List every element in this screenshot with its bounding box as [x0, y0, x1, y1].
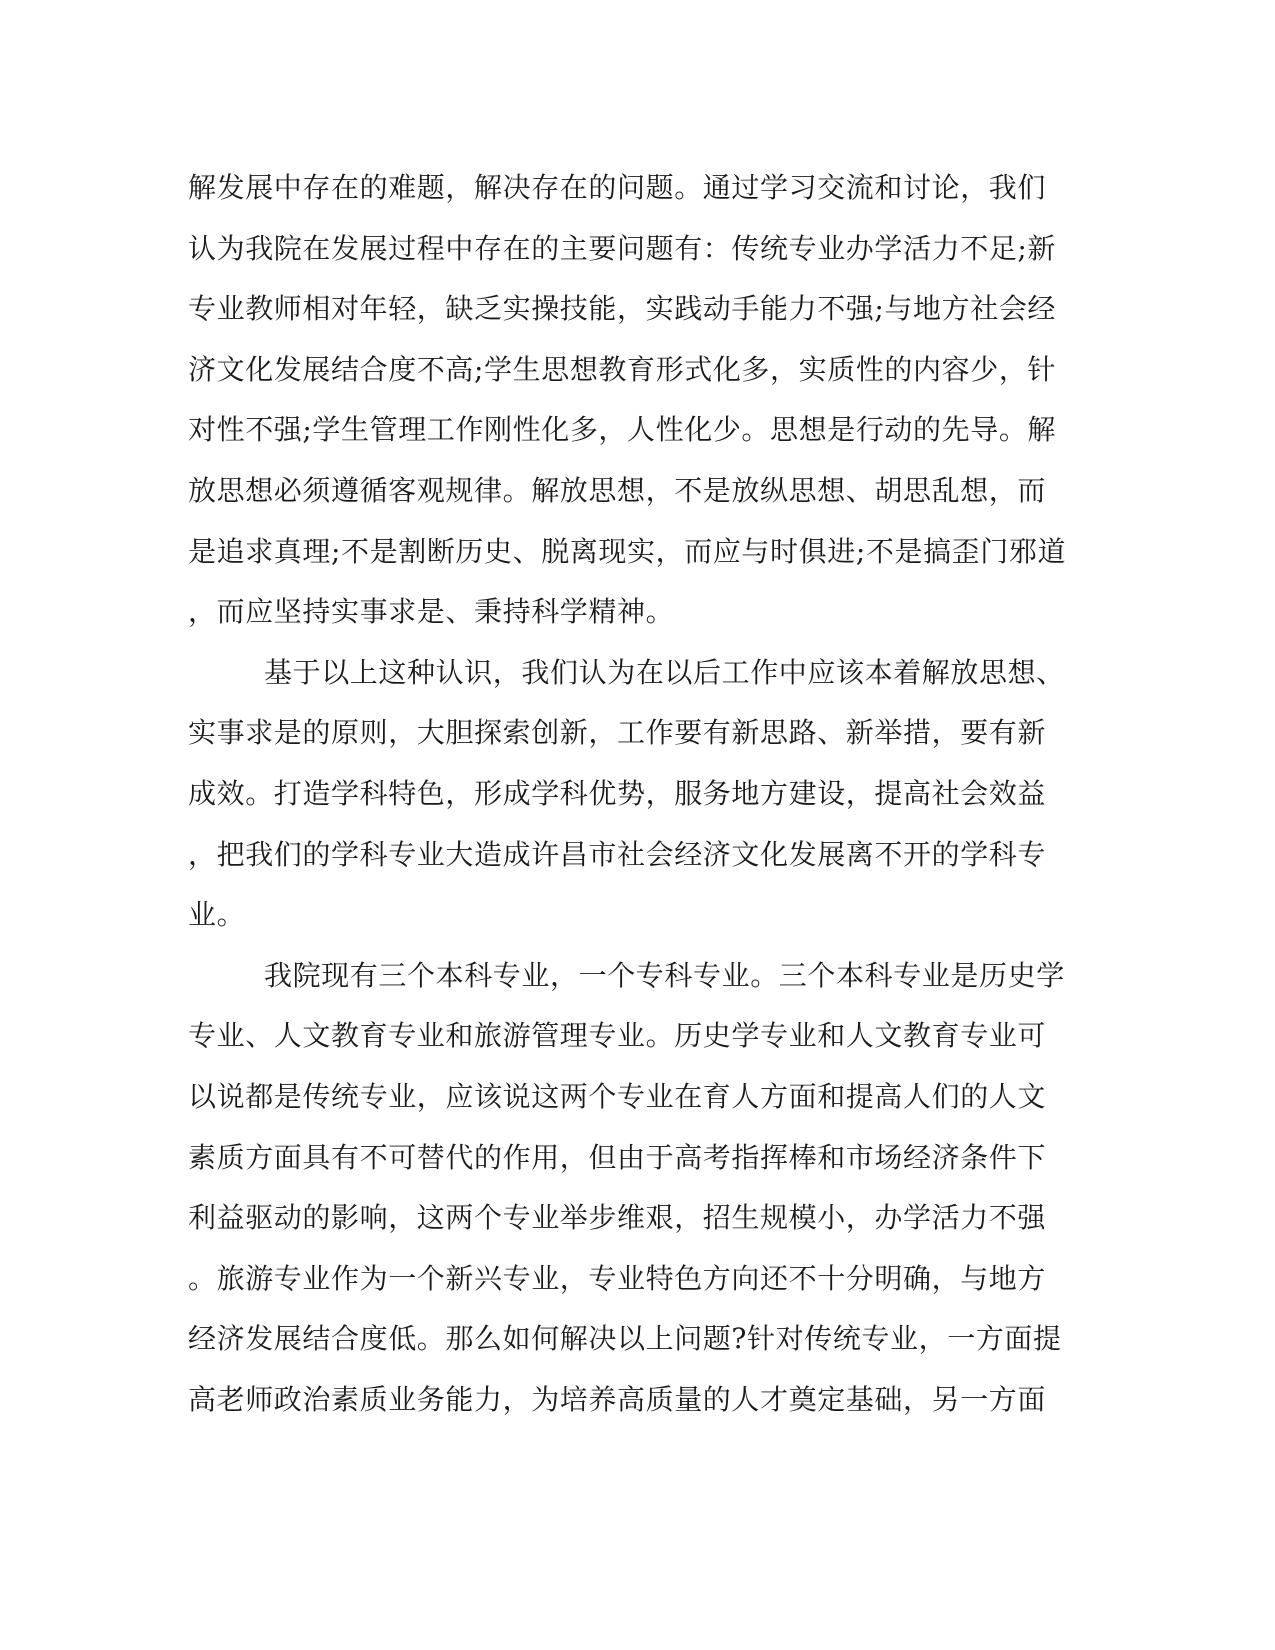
text-line: 济文化发展结合度不高;学生思想教育形式化多，实质性的内容少，针: [188, 352, 1057, 386]
text-line: 对性不强;学生管理工作刚性化多，人性化少。思想是行动的先导。解: [188, 413, 1057, 447]
text-line: 解发展中存在的难题，解决存在的问题。通过学习交流和讨论，我们: [188, 171, 1047, 204]
text-line: 高老师政治素质业务能力，为培养高质量的人才奠定基础，另一方面: [188, 1382, 1047, 1416]
paragraph-start-line: 基于以上这种认识，我们认为在以后工作中应该本着解放思想、: [264, 655, 1065, 689]
text-line: 利益驱动的影响，这两个专业举步维艰，招生规模小，办学活力不强: [188, 1201, 1047, 1235]
text-line: ，而应坚持实事求是、秉持科学精神。: [188, 595, 675, 629]
text-line: 经济发展结合度低。那么如何解决以上问题?针对传统专业，一方面提: [188, 1322, 1062, 1356]
text-line: 是追求真理;不是割断历史、脱离现实，而应与时俱进;不是搞歪门邪道: [188, 534, 1067, 568]
paragraph-start-line: 我院现有三个本科专业，一个专科专业。三个本科专业是历史学: [264, 958, 1065, 992]
text-line: 以说都是传统专业，应该说这两个专业在育人方面和提高人们的人文: [188, 1079, 1047, 1113]
text-line: 专业、人文教育专业和旅游管理专业。历史学专业和人文教育专业可: [188, 1019, 1047, 1053]
text-line: 成效。打造学科特色，形成学科优势，服务地方建设，提高社会效益: [188, 776, 1047, 810]
text-line: 。旅游专业作为一个新兴专业，专业特色方向还不十分明确，与地方: [188, 1261, 1047, 1295]
text-line: 业。: [188, 898, 246, 932]
text-line: 实事求是的原则，大胆探索创新，工作要有新思路、新举措，要有新: [188, 716, 1047, 750]
text-line: 素质方面具有不可替代的作用，但由于高考指挥棒和市场经济条件下: [188, 1140, 1047, 1174]
text-line: 专业教师相对年轻，缺乏实操技能，实践动手能力不强;与地方社会经: [188, 292, 1057, 326]
text-line: 认为我院在发展过程中存在的主要问题有：传统专业办学活力不足;新: [188, 231, 1057, 265]
text-line: ，把我们的学科专业大造成许昌市社会经济文化发展离不开的学科专: [188, 837, 1047, 871]
body-text: [188, 158, 1068, 1430]
text-line: 放思想必须遵循客观规律。解放思想，不是放纵思想、胡思乱想，而: [188, 473, 1047, 507]
